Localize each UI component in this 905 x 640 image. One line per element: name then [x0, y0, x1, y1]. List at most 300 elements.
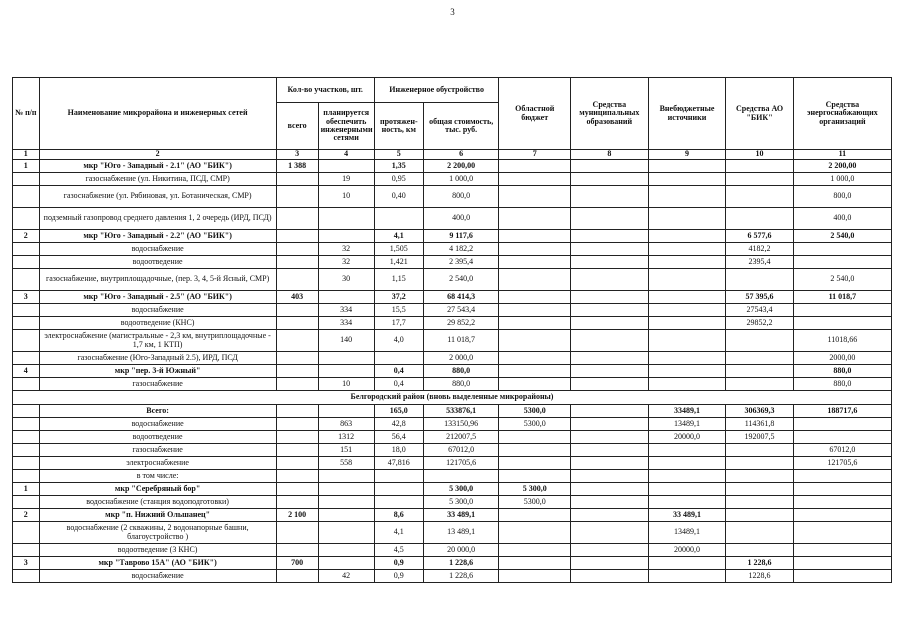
row-name: газоснабжение, внутриплощадочные, (пер. 3, 4, 5-й Ясный, СМР) [39, 269, 276, 291]
row-plots-planned: 151 [318, 444, 374, 457]
table-row [13, 457, 892, 470]
row-extrabudget [648, 208, 726, 230]
row-name: водоотведение (3 КНС) [39, 544, 276, 557]
row-length: 0,9 [374, 570, 423, 583]
header-length: протяжен-ность, км [374, 103, 423, 150]
row-cost: 2 000,0 [423, 352, 499, 365]
row-name: в том числе: [39, 470, 276, 483]
row-energy [793, 256, 891, 269]
table-row [13, 483, 892, 496]
row-plots-total [276, 444, 318, 457]
row-extrabudget [648, 269, 726, 291]
row-municipal [570, 496, 648, 509]
row-cost: 13 489,1 [423, 522, 499, 544]
row-cost: 27 543,4 [423, 304, 499, 317]
table-row [13, 230, 892, 243]
row-cost [423, 470, 499, 483]
row-plots-total [276, 208, 318, 230]
row-length [374, 483, 423, 496]
row-name: подземный газопровод среднего давления 1, 2 очередь (ИРД, ПСД) [39, 208, 276, 230]
row-bik [726, 352, 793, 365]
row-cost: 67012,0 [423, 444, 499, 457]
table-row [13, 256, 892, 269]
row-municipal [570, 269, 648, 291]
row-cost: 400,0 [423, 208, 499, 230]
row-bik [726, 457, 793, 470]
row-regional-budget [499, 544, 571, 557]
table-row [13, 330, 892, 352]
row-plots-total [276, 522, 318, 544]
row-regional-budget [499, 160, 571, 173]
row-name: электроснабжение (магистральные - 2,3 км, внутриплощадочные - 1,7 км, 1 КТП) [39, 330, 276, 352]
header-regional-budget: Областной бюджет [499, 78, 571, 150]
row-plots-total [276, 418, 318, 431]
row-plots-planned: 10 [318, 186, 374, 208]
row-regional-budget [499, 269, 571, 291]
row-name: электроснабжение [39, 457, 276, 470]
row-length [374, 352, 423, 365]
header-engineering-group: Инженерное обустройство [374, 78, 499, 103]
row-energy: 11018,66 [793, 330, 891, 352]
row-extrabudget [648, 570, 726, 583]
column-number: 1 [13, 150, 40, 160]
row-extrabudget [648, 243, 726, 256]
row-number [13, 405, 40, 418]
table-row [13, 557, 892, 570]
table-row [13, 173, 892, 186]
row-length: 4,0 [374, 330, 423, 352]
row-plots-total [276, 405, 318, 418]
row-cost: 2 395,4 [423, 256, 499, 269]
column-number: 6 [423, 150, 499, 160]
row-plots-total [276, 470, 318, 483]
row-energy: 11 018,7 [793, 291, 891, 304]
column-number: 5 [374, 150, 423, 160]
row-extrabudget: 13489,1 [648, 418, 726, 431]
row-number [13, 470, 40, 483]
row-number: 2 [13, 509, 40, 522]
row-cost: 2 200,00 [423, 160, 499, 173]
row-regional-budget [499, 186, 571, 208]
row-length: 0,95 [374, 173, 423, 186]
row-plots-planned [318, 352, 374, 365]
row-plots-planned [318, 208, 374, 230]
row-extrabudget [648, 173, 726, 186]
row-length: 8,6 [374, 509, 423, 522]
row-regional-budget: 5 300,0 [499, 483, 571, 496]
row-number [13, 208, 40, 230]
row-plots-total [276, 230, 318, 243]
row-energy: 188717,6 [793, 405, 891, 418]
row-municipal [570, 173, 648, 186]
row-municipal [570, 444, 648, 457]
row-municipal [570, 544, 648, 557]
row-energy [793, 431, 891, 444]
row-length: 18,0 [374, 444, 423, 457]
row-plots-total [276, 378, 318, 391]
header-energy: Средства энергоснабжающих организаций [793, 78, 891, 150]
header-name: Наименование микрорайона и инженерных сетей [39, 78, 276, 150]
row-plots-planned: 558 [318, 457, 374, 470]
row-cost: 5 300,0 [423, 483, 499, 496]
row-plots-planned [318, 291, 374, 304]
section-title: Белгородский район (вновь выделенные микрорайоны) [13, 391, 892, 405]
row-number [13, 378, 40, 391]
row-regional-budget [499, 317, 571, 330]
row-municipal [570, 378, 648, 391]
row-bik [726, 483, 793, 496]
row-number: 3 [13, 291, 40, 304]
row-extrabudget [648, 365, 726, 378]
row-plots-total [276, 570, 318, 583]
table-row [13, 365, 892, 378]
row-name: мкр "Юго - Западный - 2.2" (АО "БИК") [39, 230, 276, 243]
row-extrabudget: 20000,0 [648, 431, 726, 444]
row-name: мкр "Юго - Западный - 2.1" (АО "БИК") [39, 160, 276, 173]
row-bik [726, 470, 793, 483]
row-length [374, 470, 423, 483]
row-cost: 29 852,2 [423, 317, 499, 330]
table-row [13, 470, 892, 483]
row-regional-budget: 5300,0 [499, 496, 571, 509]
header-cost: общая стоимость, тыс. руб. [423, 103, 499, 150]
row-extrabudget [648, 378, 726, 391]
row-cost: 121705,6 [423, 457, 499, 470]
row-number: 1 [13, 160, 40, 173]
row-name: мкр "Таврово 15А" (АО "БИК") [39, 557, 276, 570]
row-energy [793, 418, 891, 431]
row-extrabudget [648, 444, 726, 457]
row-bik [726, 330, 793, 352]
row-plots-planned: 32 [318, 243, 374, 256]
row-bik [726, 496, 793, 509]
row-cost: 880,0 [423, 378, 499, 391]
row-plots-planned: 334 [318, 317, 374, 330]
row-length [374, 208, 423, 230]
row-length: 17,7 [374, 317, 423, 330]
row-regional-budget [499, 173, 571, 186]
header-plots-group: Кол-во участков, шт. [276, 78, 374, 103]
row-length: 56,4 [374, 431, 423, 444]
row-municipal [570, 186, 648, 208]
row-cost: 212007,5 [423, 431, 499, 444]
row-plots-planned [318, 544, 374, 557]
column-number: 4 [318, 150, 374, 160]
row-plots-total [276, 330, 318, 352]
row-name: газоснабжение [39, 444, 276, 457]
row-bik: 1228,6 [726, 570, 793, 583]
row-bik: 4182,2 [726, 243, 793, 256]
row-plots-total [276, 496, 318, 509]
row-bik [726, 365, 793, 378]
row-plots-planned [318, 230, 374, 243]
row-number [13, 522, 40, 544]
row-extrabudget [648, 496, 726, 509]
row-municipal [570, 418, 648, 431]
row-energy: 400,0 [793, 208, 891, 230]
row-name: газоснабжение (ул. Никитина, ПСД, СМР) [39, 173, 276, 186]
row-energy [793, 496, 891, 509]
row-name: мкр "Юго - Западный - 2.5" (АО "БИК") [39, 291, 276, 304]
row-length: 15,5 [374, 304, 423, 317]
row-plots-planned: 19 [318, 173, 374, 186]
row-name: мкр "Серебряный бор" [39, 483, 276, 496]
row-bik [726, 509, 793, 522]
row-plots-planned: 140 [318, 330, 374, 352]
row-number [13, 544, 40, 557]
row-number: 2 [13, 230, 40, 243]
row-bik: 29852,2 [726, 317, 793, 330]
row-municipal [570, 352, 648, 365]
header-planned: планируется обеспечить инженерными сетями [318, 103, 374, 150]
row-plots-planned [318, 160, 374, 173]
row-bik: 6 577,6 [726, 230, 793, 243]
row-cost: 11 018,7 [423, 330, 499, 352]
row-extrabudget [648, 256, 726, 269]
row-length: 4,1 [374, 230, 423, 243]
row-length: 1,505 [374, 243, 423, 256]
row-energy [793, 243, 891, 256]
table-row [13, 496, 892, 509]
row-extrabudget: 13489,1 [648, 522, 726, 544]
row-plots-planned: 1312 [318, 431, 374, 444]
row-bik [726, 186, 793, 208]
row-length: 165,0 [374, 405, 423, 418]
row-energy [793, 522, 891, 544]
row-municipal [570, 509, 648, 522]
table-row [13, 269, 892, 291]
row-plots-total [276, 173, 318, 186]
row-cost: 4 182,2 [423, 243, 499, 256]
row-municipal [570, 256, 648, 269]
row-number [13, 243, 40, 256]
row-plots-total: 700 [276, 557, 318, 570]
row-regional-budget [499, 457, 571, 470]
row-name: водоснабжение [39, 570, 276, 583]
row-name: газоснабжение [39, 378, 276, 391]
header-bik: Средства АО "БИК" [726, 78, 793, 150]
column-number: 8 [570, 150, 648, 160]
row-cost: 133150,96 [423, 418, 499, 431]
row-energy: 2 200,00 [793, 160, 891, 173]
row-plots-planned: 863 [318, 418, 374, 431]
row-energy: 880,0 [793, 378, 891, 391]
row-regional-budget [499, 230, 571, 243]
row-name: водоотведение (КНС) [39, 317, 276, 330]
row-number [13, 173, 40, 186]
column-numbers-row [13, 150, 892, 160]
row-regional-budget [499, 291, 571, 304]
row-bik [726, 522, 793, 544]
row-regional-budget [499, 352, 571, 365]
row-plots-total [276, 269, 318, 291]
row-plots-planned: 334 [318, 304, 374, 317]
row-number: 3 [13, 557, 40, 570]
row-length: 1,15 [374, 269, 423, 291]
row-number [13, 570, 40, 583]
row-number [13, 496, 40, 509]
row-bik: 27543,4 [726, 304, 793, 317]
row-cost: 5 300,0 [423, 496, 499, 509]
row-bik [726, 544, 793, 557]
row-energy [793, 317, 891, 330]
column-number: 2 [39, 150, 276, 160]
row-regional-budget [499, 256, 571, 269]
row-plots-planned: 10 [318, 378, 374, 391]
row-number: 1 [13, 483, 40, 496]
row-municipal [570, 365, 648, 378]
row-plots-total: 403 [276, 291, 318, 304]
table-row [13, 444, 892, 457]
row-municipal [570, 304, 648, 317]
row-cost: 68 414,3 [423, 291, 499, 304]
table-row [13, 378, 892, 391]
row-bik [726, 173, 793, 186]
row-regional-budget [499, 470, 571, 483]
row-length: 0,4 [374, 378, 423, 391]
row-regional-budget [499, 378, 571, 391]
row-municipal [570, 457, 648, 470]
row-name: водоснабжение [39, 304, 276, 317]
row-length: 42,8 [374, 418, 423, 431]
row-plots-planned [318, 509, 374, 522]
column-number: 9 [648, 150, 726, 160]
row-name: водоснабжение (станция водоподготовки) [39, 496, 276, 509]
row-number [13, 431, 40, 444]
row-extrabudget [648, 330, 726, 352]
row-number [13, 444, 40, 457]
row-municipal [570, 470, 648, 483]
row-bik: 2395,4 [726, 256, 793, 269]
row-bik [726, 208, 793, 230]
row-name: водоснабжение (2 скважины, 2 водонапорные башни, благоустройство ) [39, 522, 276, 544]
row-regional-budget [499, 304, 571, 317]
row-plots-total [276, 544, 318, 557]
table-row [13, 304, 892, 317]
row-number [13, 256, 40, 269]
table-row [13, 418, 892, 431]
row-plots-planned [318, 557, 374, 570]
row-cost: 1 000,0 [423, 173, 499, 186]
row-extrabudget [648, 291, 726, 304]
row-cost: 1 228,6 [423, 570, 499, 583]
row-extrabudget [648, 230, 726, 243]
row-energy: 1 000,0 [793, 173, 891, 186]
row-plots-planned [318, 483, 374, 496]
row-number [13, 186, 40, 208]
row-energy [793, 304, 891, 317]
header-municipal: Средства муниципальных образований [570, 78, 648, 150]
row-plots-total [276, 352, 318, 365]
row-extrabudget [648, 317, 726, 330]
row-plots-total [276, 457, 318, 470]
row-cost: 2 540,0 [423, 269, 499, 291]
header-total: всего [276, 103, 318, 150]
row-energy [793, 483, 891, 496]
row-extrabudget [648, 160, 726, 173]
row-municipal [570, 483, 648, 496]
row-regional-budget [499, 522, 571, 544]
row-bik [726, 378, 793, 391]
section-row [13, 391, 892, 405]
table-row [13, 208, 892, 230]
row-length: 1,421 [374, 256, 423, 269]
row-municipal [570, 291, 648, 304]
row-name: водоотведение [39, 431, 276, 444]
row-name: водоснабжение [39, 418, 276, 431]
row-plots-planned: 30 [318, 269, 374, 291]
row-municipal [570, 557, 648, 570]
row-extrabudget: 33 489,1 [648, 509, 726, 522]
row-regional-budget [499, 570, 571, 583]
row-plots-planned [318, 405, 374, 418]
table-row [13, 570, 892, 583]
row-plots-total [276, 483, 318, 496]
row-extrabudget [648, 457, 726, 470]
row-regional-budget [499, 243, 571, 256]
row-plots-total: 1 388 [276, 160, 318, 173]
header-num: № п/п [13, 78, 40, 150]
row-plots-total [276, 365, 318, 378]
row-plots-planned [318, 470, 374, 483]
row-regional-budget: 5300,0 [499, 405, 571, 418]
row-extrabudget [648, 470, 726, 483]
row-name: Всего: [39, 405, 276, 418]
row-energy [793, 470, 891, 483]
row-extrabudget [648, 304, 726, 317]
row-municipal [570, 405, 648, 418]
row-length: 0,40 [374, 186, 423, 208]
financing-table [12, 77, 892, 583]
row-plots-total [276, 243, 318, 256]
row-extrabudget [648, 352, 726, 365]
row-plots-total [276, 186, 318, 208]
row-municipal [570, 317, 648, 330]
row-plots-total: 2 100 [276, 509, 318, 522]
row-extrabudget: 33489,1 [648, 405, 726, 418]
row-plots-planned: 42 [318, 570, 374, 583]
row-energy [793, 544, 891, 557]
row-extrabudget: 20000,0 [648, 544, 726, 557]
table-row [13, 243, 892, 256]
row-regional-budget: 5300,0 [499, 418, 571, 431]
table-row [13, 522, 892, 544]
row-length: 37,2 [374, 291, 423, 304]
row-bik: 192007,5 [726, 431, 793, 444]
row-municipal [570, 570, 648, 583]
row-bik [726, 160, 793, 173]
row-regional-budget [499, 557, 571, 570]
row-cost: 33 489,1 [423, 509, 499, 522]
row-municipal [570, 208, 648, 230]
row-energy [793, 509, 891, 522]
table-row [13, 291, 892, 304]
row-energy: 800,0 [793, 186, 891, 208]
row-bik [726, 444, 793, 457]
column-number: 10 [726, 150, 793, 160]
table-row [13, 509, 892, 522]
row-extrabudget [648, 483, 726, 496]
row-cost: 800,0 [423, 186, 499, 208]
row-number [13, 418, 40, 431]
column-number: 7 [499, 150, 571, 160]
row-name: газоснабжение (ул. Рябиновая, ул. Ботаническая, СМР) [39, 186, 276, 208]
row-length [374, 496, 423, 509]
row-plots-planned: 32 [318, 256, 374, 269]
table-row [13, 160, 892, 173]
table-row [13, 431, 892, 444]
row-bik: 114361,8 [726, 418, 793, 431]
